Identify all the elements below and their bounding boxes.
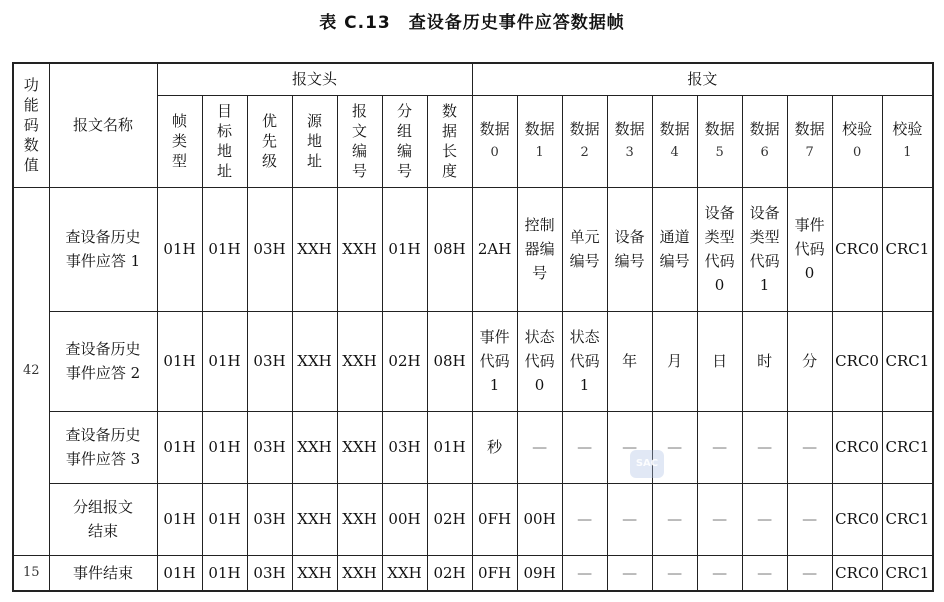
head-cell: XXH <box>337 555 382 591</box>
body-cell: 0FH <box>472 555 517 591</box>
header-group-message-body: 报文 <box>472 63 933 95</box>
header-body-col-name: 数据 <box>524 120 555 138</box>
head-cell: 03H <box>247 187 292 311</box>
body-cell: 月 <box>652 311 697 411</box>
body-cell: — <box>607 483 652 555</box>
message-name-cell: 分组报文 结束 <box>49 483 157 555</box>
header-body-col-name: 数据 <box>794 120 825 138</box>
table-title: 表 C.13 查设备历史事件应答数据帧 <box>319 13 625 33</box>
header-body-col-index: 1 <box>535 145 544 160</box>
head-cell: 03H <box>247 411 292 483</box>
body-cell: 秒 <box>472 411 517 483</box>
header-function-code: 功 能 码 数 值 <box>13 63 49 187</box>
header-group-message-head: 报文头 <box>157 63 472 95</box>
table-row <box>13 483 933 555</box>
body-cell: 通道 编号 <box>652 187 697 311</box>
header-body-col-name: 数据 <box>479 120 510 138</box>
header-body-col-index: 2 <box>580 145 589 160</box>
head-cell: 01H <box>427 411 472 483</box>
head-cell: 01H <box>382 187 427 311</box>
head-cell: XXH <box>382 555 427 591</box>
body-cell: — <box>697 483 742 555</box>
head-cell: 01H <box>202 411 247 483</box>
head-cell: 01H <box>202 187 247 311</box>
body-cell: CRC1 <box>882 483 933 555</box>
header-body-col-6 <box>742 95 787 187</box>
body-cell: — <box>517 411 562 483</box>
body-cell: — <box>742 555 787 591</box>
body-cell: 状态 代码 0 <box>517 311 562 411</box>
header-body-col-1 <box>517 95 562 187</box>
head-cell: 01H <box>157 555 202 591</box>
body-cell: CRC0 <box>832 483 882 555</box>
head-cell: XXH <box>292 311 337 411</box>
body-cell: — <box>652 411 697 483</box>
head-cell: 08H <box>427 187 472 311</box>
body-cell: — <box>562 483 607 555</box>
body-cell: 单元 编号 <box>562 187 607 311</box>
body-cell: — <box>562 555 607 591</box>
head-cell: 03H <box>247 483 292 555</box>
head-cell: 00H <box>382 483 427 555</box>
head-cell: XXH <box>292 187 337 311</box>
body-cell: 事件 代码 0 <box>787 187 832 311</box>
table-row <box>13 411 933 483</box>
header-body-col-name: 数据 <box>704 120 735 138</box>
body-cell: 状态 代码 1 <box>562 311 607 411</box>
table-row <box>13 187 933 311</box>
header-head-col-1: 目 标 地 址 <box>202 95 247 187</box>
body-cell: 0FH <box>472 483 517 555</box>
body-cell: CRC0 <box>832 555 882 591</box>
body-cell: — <box>787 411 832 483</box>
head-cell: 01H <box>202 483 247 555</box>
header-body-col-7 <box>787 95 832 187</box>
head-cell: XXH <box>292 411 337 483</box>
head-cell: 03H <box>247 311 292 411</box>
head-cell: 01H <box>202 311 247 411</box>
header-head-col-3: 源 地 址 <box>292 95 337 187</box>
body-cell: 时 <box>742 311 787 411</box>
header-body-col-index: 4 <box>670 145 679 160</box>
body-cell: — <box>742 411 787 483</box>
body-cell: 控制 器编 号 <box>517 187 562 311</box>
body-cell: — <box>562 411 607 483</box>
head-cell: 02H <box>382 311 427 411</box>
header-head-col-2: 优 先 级 <box>247 95 292 187</box>
header-body-col-9 <box>882 95 933 187</box>
body-cell: 设备 编号 <box>607 187 652 311</box>
header-body-col-name: 数据 <box>749 120 780 138</box>
watermark-logo: SAC <box>630 450 664 478</box>
body-cell: 事件 代码 1 <box>472 311 517 411</box>
head-cell: 01H <box>157 311 202 411</box>
header-head-col-0: 帧 类 型 <box>157 95 202 187</box>
head-cell: 01H <box>157 411 202 483</box>
table-row <box>13 311 933 411</box>
header-body-col-index: 5 <box>715 145 724 160</box>
header-body-col-5 <box>697 95 742 187</box>
body-cell: 分 <box>787 311 832 411</box>
body-cell: — <box>742 483 787 555</box>
header-head-col-5: 分 组 编 号 <box>382 95 427 187</box>
head-cell: XXH <box>292 555 337 591</box>
head-cell: 03H <box>247 555 292 591</box>
header-body-col-0 <box>472 95 517 187</box>
body-cell: — <box>652 483 697 555</box>
head-cell: XXH <box>337 483 382 555</box>
body-cell: — <box>787 555 832 591</box>
head-cell: XXH <box>337 311 382 411</box>
header-body-col-name: 数据 <box>659 120 690 138</box>
header-body-col-name: 校验 <box>892 120 923 138</box>
body-cell: CRC1 <box>882 187 933 311</box>
head-cell: 02H <box>427 483 472 555</box>
header-head-col-4: 报 文 编 号 <box>337 95 382 187</box>
function-code-cell: 42 <box>13 187 49 555</box>
body-cell: 年 <box>607 311 652 411</box>
head-cell: 08H <box>427 311 472 411</box>
head-cell: XXH <box>337 187 382 311</box>
header-message-name: 报文名称 <box>49 63 157 187</box>
header-body-col-4 <box>652 95 697 187</box>
body-cell: 00H <box>517 483 562 555</box>
body-cell: — <box>607 411 652 483</box>
header-body-col-index: 6 <box>760 145 769 160</box>
header-body-col-index: 7 <box>805 145 814 160</box>
body-cell: CRC1 <box>882 311 933 411</box>
body-cell: — <box>607 555 652 591</box>
head-cell: 02H <box>427 555 472 591</box>
header-body-col-name: 数据 <box>569 120 600 138</box>
message-name-cell: 查设备历史 事件应答 3 <box>49 411 157 483</box>
body-cell: 2AH <box>472 187 517 311</box>
body-cell: 09H <box>517 555 562 591</box>
body-cell: 设备 类型 代码 1 <box>742 187 787 311</box>
body-cell: — <box>652 555 697 591</box>
header-body-col-name: 数据 <box>614 120 645 138</box>
header-body-col-index: 1 <box>903 145 912 160</box>
head-cell: 03H <box>382 411 427 483</box>
function-code-cell: 15 <box>13 555 49 591</box>
head-cell: XXH <box>292 483 337 555</box>
head-cell: XXH <box>337 411 382 483</box>
header-body-col-index: 0 <box>490 145 499 160</box>
body-cell: CRC1 <box>882 411 933 483</box>
table-row <box>13 555 933 591</box>
head-cell: 01H <box>202 555 247 591</box>
header-body-col-2 <box>562 95 607 187</box>
data-frame-table <box>12 62 934 592</box>
header-body-col-index: 3 <box>625 145 634 160</box>
body-cell: — <box>697 411 742 483</box>
header-body-col-8 <box>832 95 882 187</box>
header-body-col-index: 0 <box>852 145 862 160</box>
header-body-col-3 <box>607 95 652 187</box>
body-cell: CRC0 <box>832 311 882 411</box>
message-name-cell: 事件结束 <box>49 555 157 591</box>
body-cell: CRC1 <box>882 555 933 591</box>
message-name-cell: 查设备历史 事件应答 1 <box>49 187 157 311</box>
head-cell: 01H <box>157 483 202 555</box>
body-cell: 设备 类型 代码 0 <box>697 187 742 311</box>
body-cell: — <box>697 555 742 591</box>
head-cell: 01H <box>157 187 202 311</box>
header-body-col-name: 校验 <box>842 120 873 138</box>
body-cell: CRC0 <box>832 187 882 311</box>
body-cell: 日 <box>697 311 742 411</box>
message-name-cell: 查设备历史 事件应答 2 <box>49 311 157 411</box>
body-cell: — <box>787 483 832 555</box>
header-head-col-6: 数 据 长 度 <box>427 95 472 187</box>
body-cell: CRC0 <box>832 411 882 483</box>
